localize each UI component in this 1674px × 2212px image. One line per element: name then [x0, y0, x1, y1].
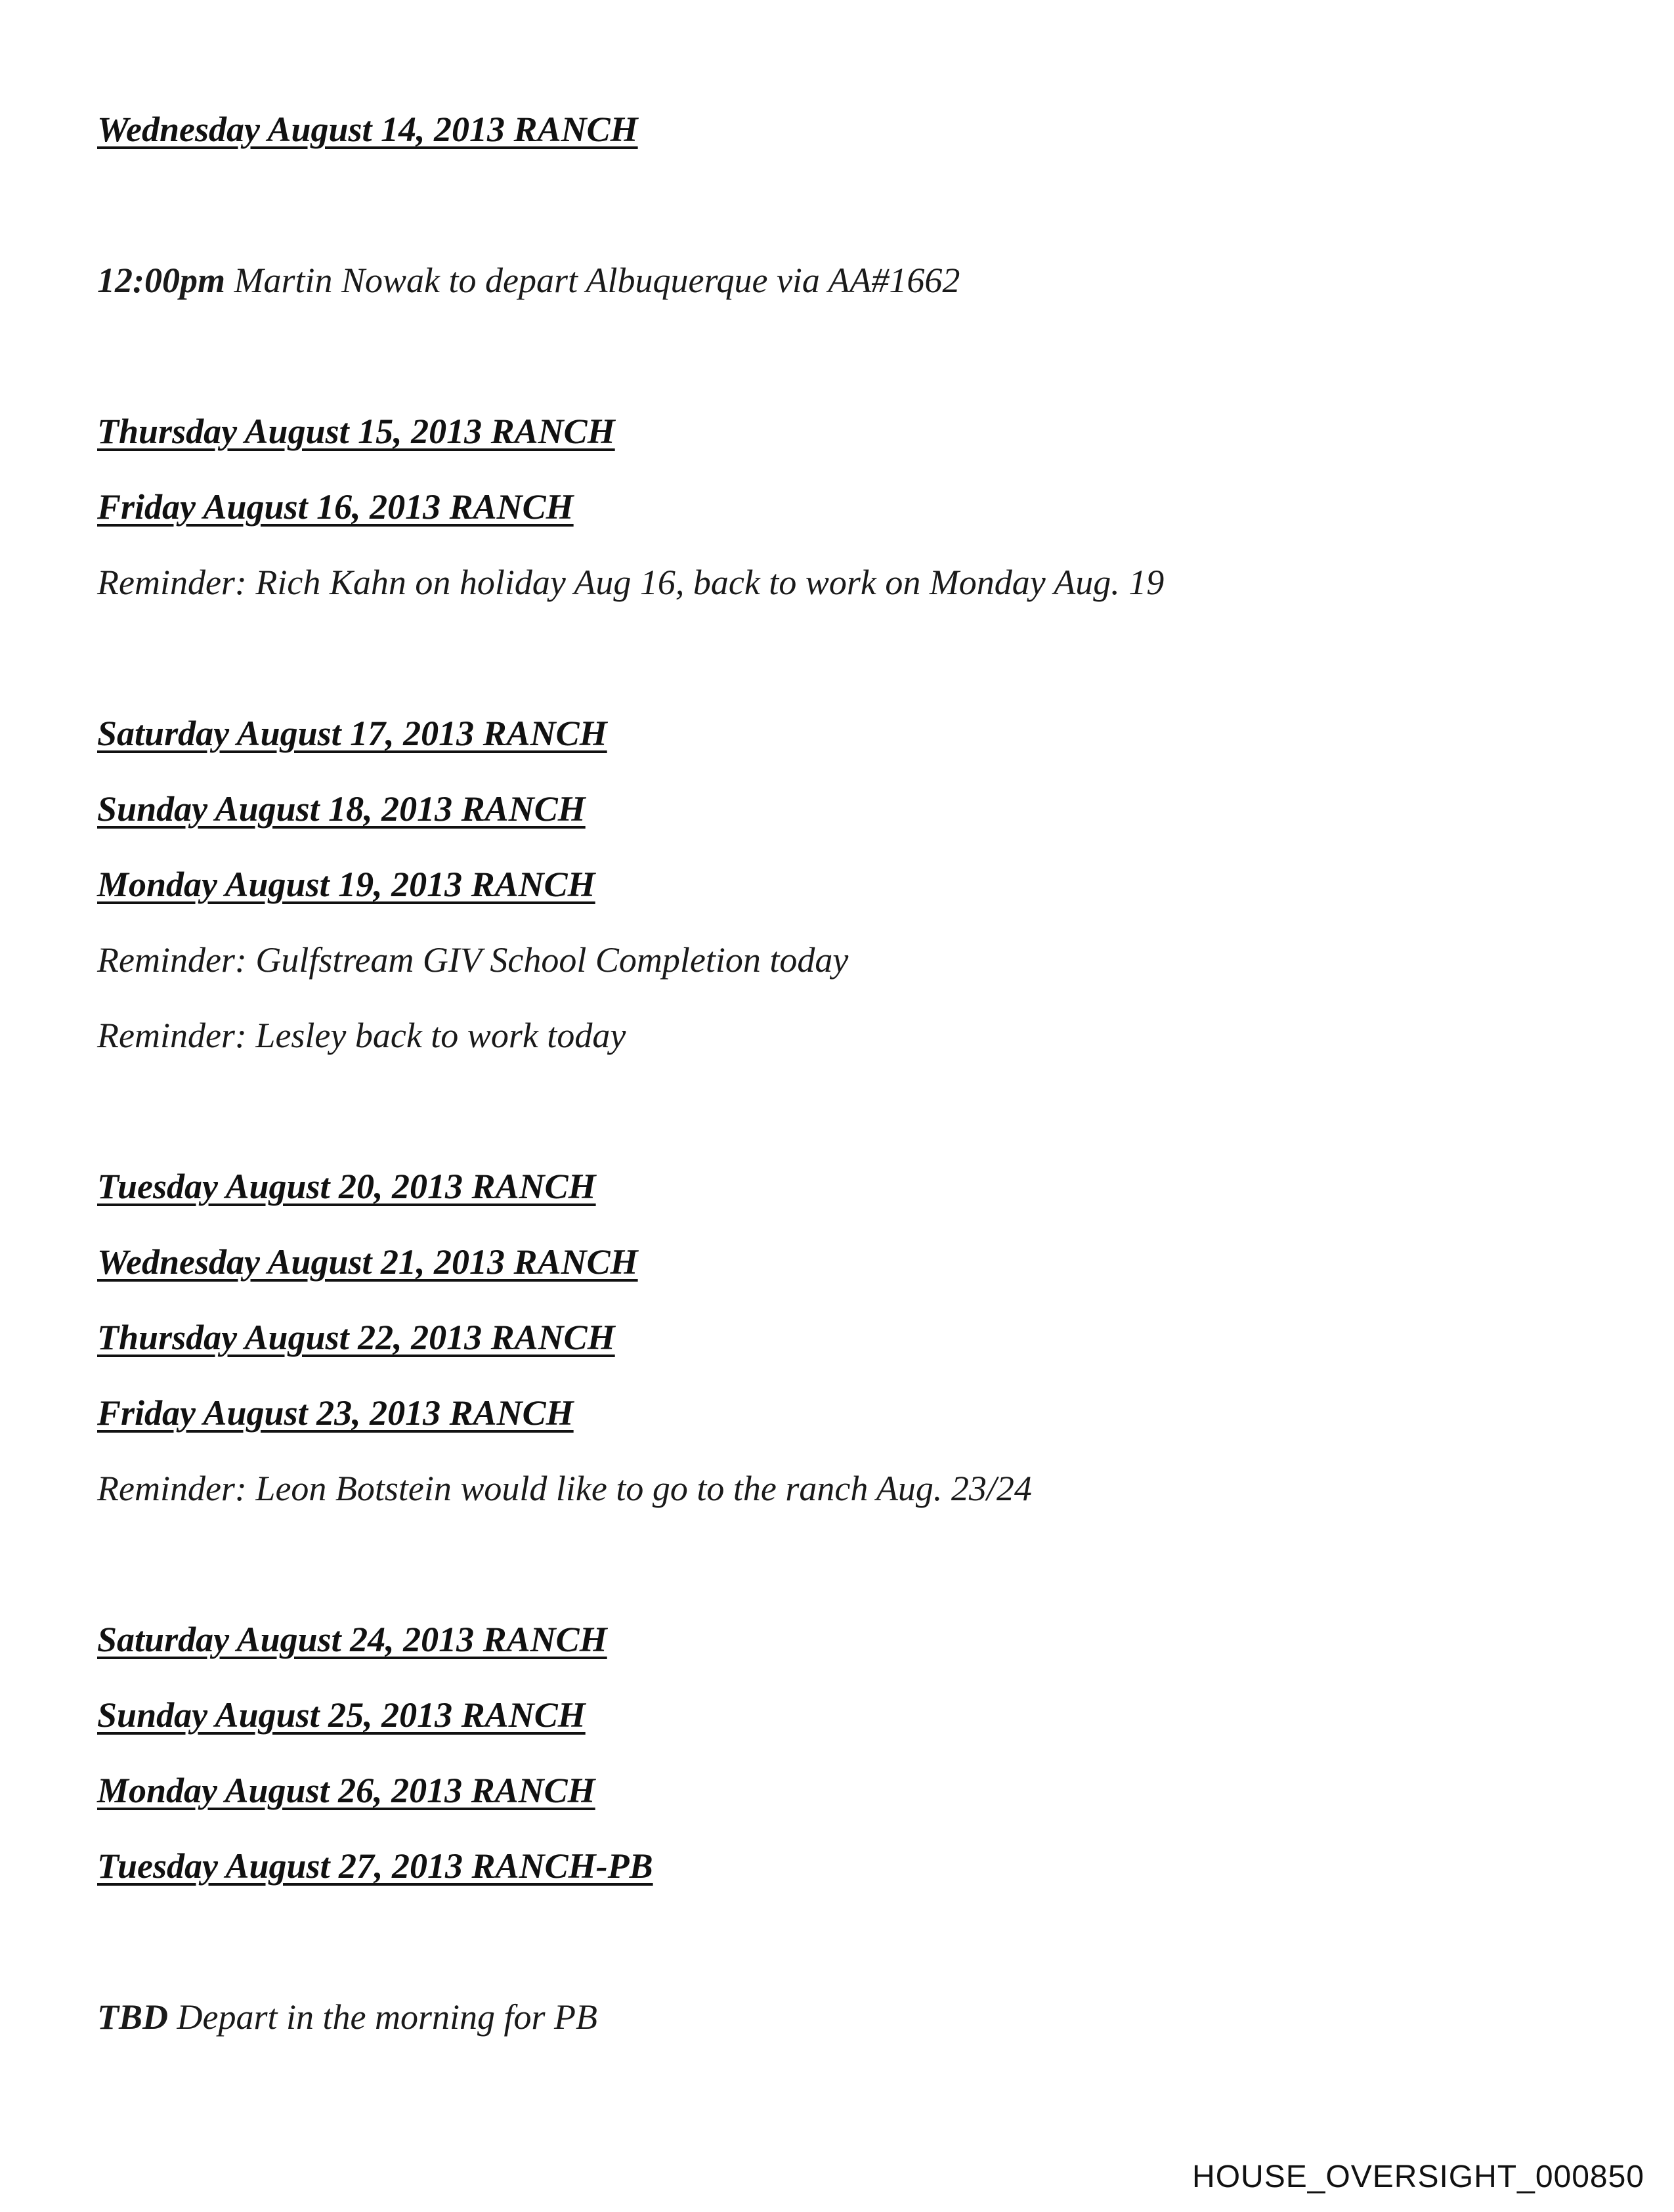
event-time: TBD: [97, 1997, 168, 2037]
day-header: Thursday August 15, 2013 RANCH: [97, 412, 615, 451]
reminder-note: Reminder: Leon Botstein would like to go to the ranch Aug. 23/24: [97, 1469, 1032, 1508]
reminder-note: Reminder: Gulfstream GIV School Completion today: [97, 940, 849, 980]
day-header: Monday August 26, 2013 RANCH: [97, 1771, 595, 1810]
day-header: Wednesday August 21, 2013 RANCH: [97, 1242, 638, 1282]
reminder-note: Reminder: Lesley back to work today: [97, 1016, 626, 1055]
day-header: Sunday August 18, 2013 RANCH: [97, 789, 586, 829]
event-text: Depart in the morning for PB: [177, 1997, 597, 2037]
day-header: Tuesday August 27, 2013 RANCH-PB: [97, 1846, 653, 1886]
event-text: Martin Nowak to depart Albuquerque via AA#1662: [234, 261, 960, 300]
schedule-event: [97, 263, 960, 298]
day-header: Saturday August 17, 2013 RANCH: [97, 714, 607, 753]
day-header: Saturday August 24, 2013 RANCH: [97, 1620, 607, 1659]
day-header: Sunday August 25, 2013 RANCH: [97, 1695, 586, 1735]
reminder-note: Reminder: Rich Kahn on holiday Aug 16, back to work on Monday Aug. 19: [97, 563, 1165, 602]
day-header: Tuesday August 20, 2013 RANCH: [97, 1167, 596, 1206]
day-header: Monday August 19, 2013 RANCH: [97, 865, 595, 904]
day-header: Friday August 16, 2013 RANCH: [97, 487, 574, 527]
event-time: 12:00pm: [97, 261, 225, 300]
schedule-event: [97, 1999, 597, 2035]
bates-number: HOUSE_OVERSIGHT_000850: [1192, 2159, 1644, 2194]
day-header: Wednesday August 14, 2013 RANCH: [97, 110, 638, 149]
day-header: Thursday August 22, 2013 RANCH: [97, 1318, 615, 1357]
day-header: Friday August 23, 2013 RANCH: [97, 1393, 574, 1433]
